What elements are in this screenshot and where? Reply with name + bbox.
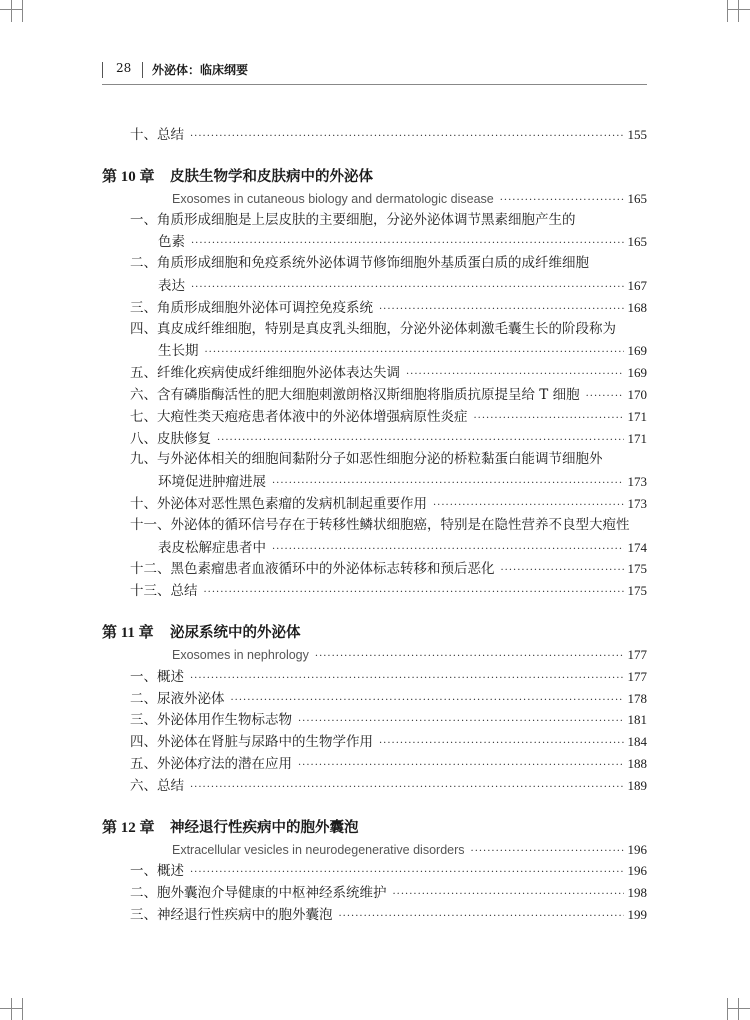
chapter-english-title: [102, 644, 647, 666]
toc-entry: [102, 904, 647, 926]
chapter-english-title: [102, 839, 647, 861]
toc-entry-page: 196: [627, 841, 647, 857]
toc-entry-title: 一、概述: [130, 863, 184, 880]
leader-dots: [191, 277, 624, 299]
chapter-title: 泌尿系统中的外泌体: [170, 624, 301, 641]
english-title: Exosomes in cutaneous biology and dermatologic disease: [172, 191, 494, 206]
toc-entry-page: 173: [627, 474, 647, 490]
toc-entry: [102, 558, 647, 580]
toc-entry-title: 三、外泌体用作生物标志物: [130, 712, 292, 729]
toc-entry: [102, 709, 647, 731]
toc-entry: [102, 882, 647, 904]
toc-entry-title: 四、外泌体在肾脏与尿路中的生物学作用: [130, 734, 373, 751]
leader-dots: [191, 233, 624, 255]
toc-entry-title: 二、胞外囊泡介导健康的中枢神经系统维护: [130, 885, 387, 902]
crop-mark: [727, 998, 728, 1020]
chapter-title: 神经退行性疾病中的胞外囊泡: [170, 819, 359, 836]
toc-entry: [102, 275, 647, 297]
toc-entry-title: 二、尿液外泌体: [130, 690, 225, 707]
toc-entry-page: 184: [627, 734, 647, 750]
toc-entry: [102, 253, 647, 275]
toc-entry: [102, 515, 647, 537]
table-of-contents: [102, 124, 647, 926]
toc-entry: [102, 297, 647, 319]
chapter-number: 第 11 章: [102, 624, 154, 641]
toc-entry-page: 174: [627, 539, 647, 555]
toc-entry-page: 171: [627, 408, 647, 424]
toc-entry-page: 169: [627, 343, 647, 359]
leader-dots: [298, 755, 624, 777]
leader-dots: [190, 668, 624, 690]
toc-entry-page: 175: [627, 583, 647, 599]
chapter-heading: [102, 166, 647, 188]
toc-entry-page: 167: [627, 277, 647, 293]
leader-dots: [379, 733, 624, 755]
toc-entry-title: 环境促进肿瘤进展: [158, 474, 266, 491]
english-title: Extracellular vesicles in neurodegenerative disorders: [172, 842, 465, 857]
toc-entry-page: 169: [627, 365, 647, 381]
crop-mark: [738, 0, 739, 22]
toc-entry-page: 188: [627, 755, 647, 771]
toc-entry-title: 十二、黑色素瘤患者血液循环中的外泌体标志转移和预后恶化: [130, 561, 495, 578]
toc-entry: [102, 580, 647, 602]
chapter-english-title: [102, 188, 647, 210]
leader-dots: [231, 690, 624, 712]
leader-dots: [339, 906, 624, 928]
leader-dots: [501, 560, 624, 582]
toc-entry-page: 165: [627, 234, 647, 250]
toc-entry: [102, 731, 647, 753]
toc-entry-title: 六、含有磷脂酶活性的肥大细胞刺激朗格汉斯细胞将脂质抗原提呈给 T 细胞: [130, 386, 580, 403]
crop-mark: [22, 0, 23, 22]
header-separator: [142, 62, 143, 78]
crop-mark: [11, 0, 12, 22]
toc-entry: [102, 449, 647, 471]
crop-mark: [738, 998, 739, 1020]
leader-dots: [586, 386, 624, 408]
leader-dots: [204, 582, 624, 604]
leader-dots: [379, 299, 624, 321]
toc-entry: [102, 428, 647, 450]
toc-entry-title: 四、真皮成纤维细胞，特别是真皮乳头细胞，分泌外泌体刺激毛囊生长的阶段称为: [130, 320, 616, 337]
toc-entry-title: 十三、总结: [130, 583, 198, 600]
crop-mark: [728, 1008, 750, 1009]
leader-dots: [393, 884, 624, 906]
leader-dots: [474, 408, 624, 430]
toc-entry-page: 196: [627, 863, 647, 879]
toc-entry-page: 198: [627, 885, 647, 901]
crop-mark: [728, 9, 750, 10]
english-title: Exosomes in nephrology: [172, 647, 309, 662]
toc-entry-title: 表达: [158, 277, 185, 294]
toc-entry-page: 171: [627, 430, 647, 446]
crop-mark: [727, 0, 728, 22]
leader-dots: [205, 342, 624, 364]
chapter-heading: [102, 817, 647, 839]
toc-entry-title: 色素: [158, 234, 185, 251]
toc-entry: [102, 775, 647, 797]
toc-entry: [102, 860, 647, 882]
toc-entry-title: 七、大疱性类天疱疮患者体液中的外泌体增强病原性炎症: [130, 408, 468, 425]
toc-entry-title: 五、纤维化疾病使成纤维细胞外泌体表达失调: [130, 365, 400, 382]
chapter-title: 皮肤生物学和皮肤病中的外泌体: [170, 168, 373, 185]
toc-entry-page: 177: [627, 646, 647, 662]
leader-dots: [406, 364, 624, 386]
toc-entry-page: 199: [627, 906, 647, 922]
toc-entry-page: 155: [627, 127, 647, 142]
toc-entry: [102, 471, 647, 493]
crop-mark: [22, 998, 23, 1020]
leader-dots: [471, 841, 624, 863]
header-bar: [102, 62, 103, 78]
toc-entry-title: 八、皮肤修复: [130, 430, 211, 447]
toc-entry-page: 170: [627, 386, 647, 402]
leader-dots: [190, 862, 624, 884]
toc-entry: [102, 362, 647, 384]
toc-entry-title: 五、外泌体疗法的潜在应用: [130, 755, 292, 772]
toc-entry: [102, 537, 647, 559]
toc-entry: [102, 124, 647, 146]
toc-entry-title: 一、角质形成细胞是上层皮肤的主要细胞，分泌外泌体调节黑素细胞产生的: [130, 211, 576, 228]
spacer: [102, 602, 647, 622]
book-title: 外泌体：临床纲要: [152, 63, 249, 77]
toc-entry: [102, 753, 647, 775]
leader-dots: [315, 646, 624, 668]
header-rule: [102, 84, 647, 85]
toc-entry-title: 六、总结: [130, 777, 184, 794]
leader-dots: [433, 495, 624, 517]
toc-entry-title: 二、角质形成细胞和免疫系统外泌体调节修饰细胞外基质蛋白质的成纤维细胞: [130, 255, 589, 272]
chapter-number: 第 10 章: [102, 168, 155, 185]
leader-dots: [217, 430, 624, 452]
toc-entry-title: 一、概述: [130, 668, 184, 685]
leader-dots: [272, 473, 624, 495]
toc-entry: [102, 231, 647, 253]
toc-entry: [102, 340, 647, 362]
toc-entry-page: 175: [627, 561, 647, 577]
toc-entry-page: 181: [627, 712, 647, 728]
toc-entry: [102, 493, 647, 515]
toc-entry-page: 189: [627, 777, 647, 793]
toc-entry-title: 三、角质形成细胞外泌体可调控免疫系统: [130, 299, 373, 316]
leader-dots: [190, 777, 624, 799]
toc-entry-page: 168: [627, 299, 647, 315]
chapter-number: 第 12 章: [102, 819, 155, 836]
toc-entry-title: 三、神经退行性疾病中的胞外囊泡: [130, 906, 333, 923]
chapter-heading: [102, 622, 647, 644]
toc-entry: [102, 210, 647, 232]
toc-entry-page: 165: [627, 190, 647, 206]
toc-entry: [102, 384, 647, 406]
leader-dots: [190, 126, 624, 148]
toc-entry-page: 178: [627, 690, 647, 706]
toc-entry-page: 173: [627, 495, 647, 511]
leader-dots: [272, 539, 624, 561]
toc-entry-title: 十一、外泌体的循环信号存在于转移性鳞状细胞癌，特别是在隐性营养不良型大疱性: [130, 516, 630, 533]
crop-mark: [11, 998, 12, 1020]
toc-entry: [102, 688, 647, 710]
toc-entry: [102, 319, 647, 341]
toc-entry: [102, 666, 647, 688]
toc-entry-title: 生长期: [158, 343, 199, 360]
toc-entry-title: 表皮松解症患者中: [158, 539, 266, 556]
toc-entry: [102, 406, 647, 428]
running-header: [102, 56, 647, 86]
spacer: [102, 146, 647, 166]
toc-entry-title: 十、外泌体对恶性黑色素瘤的发病机制起重要作用: [130, 495, 427, 512]
spacer: [102, 797, 647, 817]
toc-entry-page: 177: [627, 668, 647, 684]
page-number: 28: [116, 61, 132, 75]
leader-dots: [500, 190, 624, 212]
leader-dots: [298, 711, 624, 733]
toc-entry-title: 十、总结: [130, 127, 184, 143]
toc-entry-title: 九、与外泌体相关的细胞间黏附分子如恶性细胞分泌的桥粒黏蛋白能调节细胞外: [130, 451, 603, 468]
